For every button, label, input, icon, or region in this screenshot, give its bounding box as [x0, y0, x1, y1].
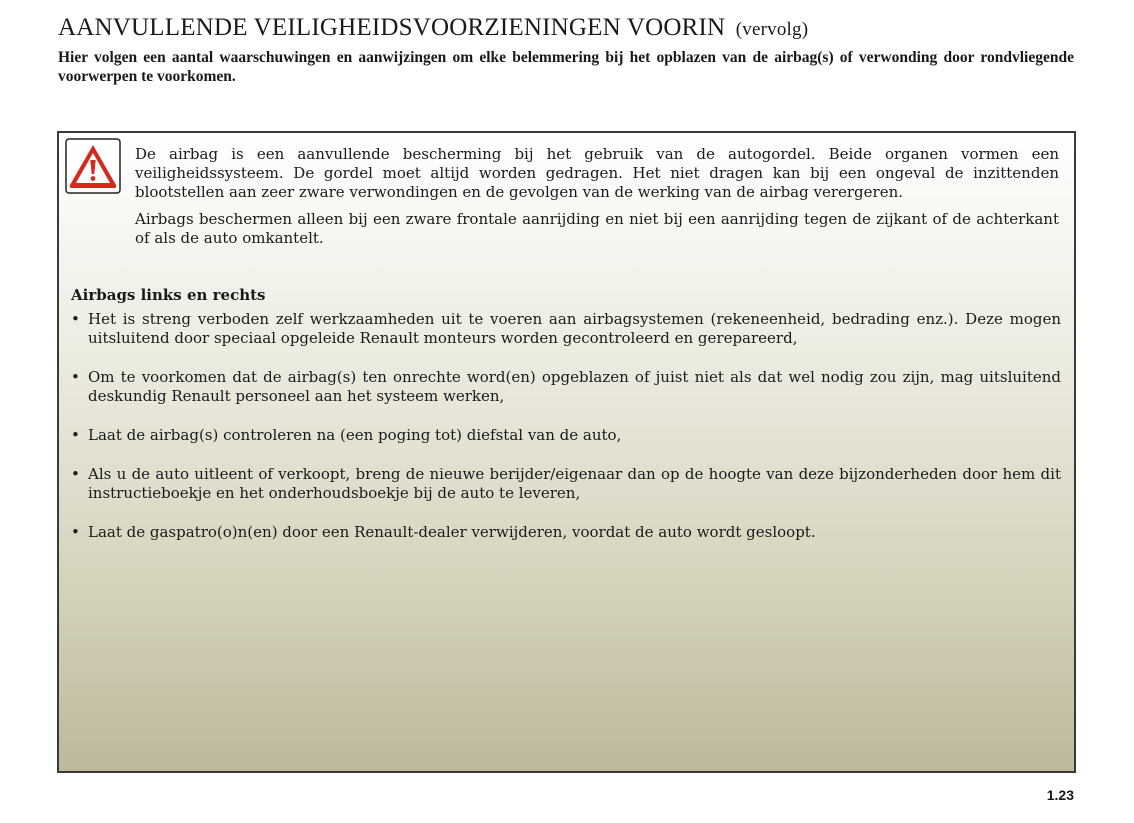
list-item: • Als u de auto uitleent of verkoopt, breng de nieuwe berijder/eigenaar dan op de hoogte van deze bijzonderheden door hem dit instructieboekje en het onderhoudsboekje bij de auto te leveren, — [71, 465, 1061, 503]
page-title — [58, 14, 808, 42]
page-title-text: AANVULLENDE VEILIGHEIDSVOORZIENINGEN VOORIN — [58, 14, 726, 41]
list-item: • Het is streng verboden zelf werkzaamheden uit te voeren aan airbagsystemen (rekeneenheid, bedrading enz.). Deze mogen uitsluitend door speciaal opgeleide Renault monteurs worden gecontroleerd en gerepareerd, — [71, 310, 1061, 348]
page-title-suffix: (vervolg) — [735, 19, 809, 40]
intro-paragraph: Hier volgen een aantal waarschuwingen en aanwijzingen om elke belemmering bij het opblazen van de airbag(s) of verwonding door rondvliegende voorwerpen te voorkomen. — [58, 49, 1074, 85]
list-item: • Laat de airbag(s) controleren na (een poging tot) diefstal van de auto, — [71, 426, 1061, 445]
warning-paragraph: Airbags beschermen alleen bij een zware frontale aanrijding en niet bij een aanrijding tegen de zijkant of de achterkant of als de auto omkantelt. — [135, 210, 1059, 247]
section-heading: Airbags links en rechts — [71, 286, 266, 304]
bullet-list — [71, 310, 1061, 562]
warning-text — [135, 145, 1059, 256]
page-number: 1.23 — [1046, 787, 1074, 803]
warning-paragraph: De airbag is een aanvullende bescherming bij het gebruik van de autogordel. Beide organen vormen een veiligheidssysteem. De gordel moet altijd worden gedragen. Het niet dragen kan bij een ongeval de inzittenden blootstellen aan zeer zware verwondingen en de gevolgen van de werking van de airbag verergeren. — [135, 145, 1059, 201]
warning-box — [57, 131, 1076, 773]
warning-triangle-icon — [65, 138, 121, 194]
list-item: • Laat de gaspatro(o)n(en) door een Renault-dealer verwijderen, voordat de auto wordt gesloopt. — [71, 523, 1061, 542]
list-item: • Om te voorkomen dat de airbag(s) ten onrechte word(en) opgeblazen of juist niet als dat wel nodig zou zijn, mag uitsluitend deskundig Renault personeel aan het systeem werken, — [71, 368, 1061, 406]
